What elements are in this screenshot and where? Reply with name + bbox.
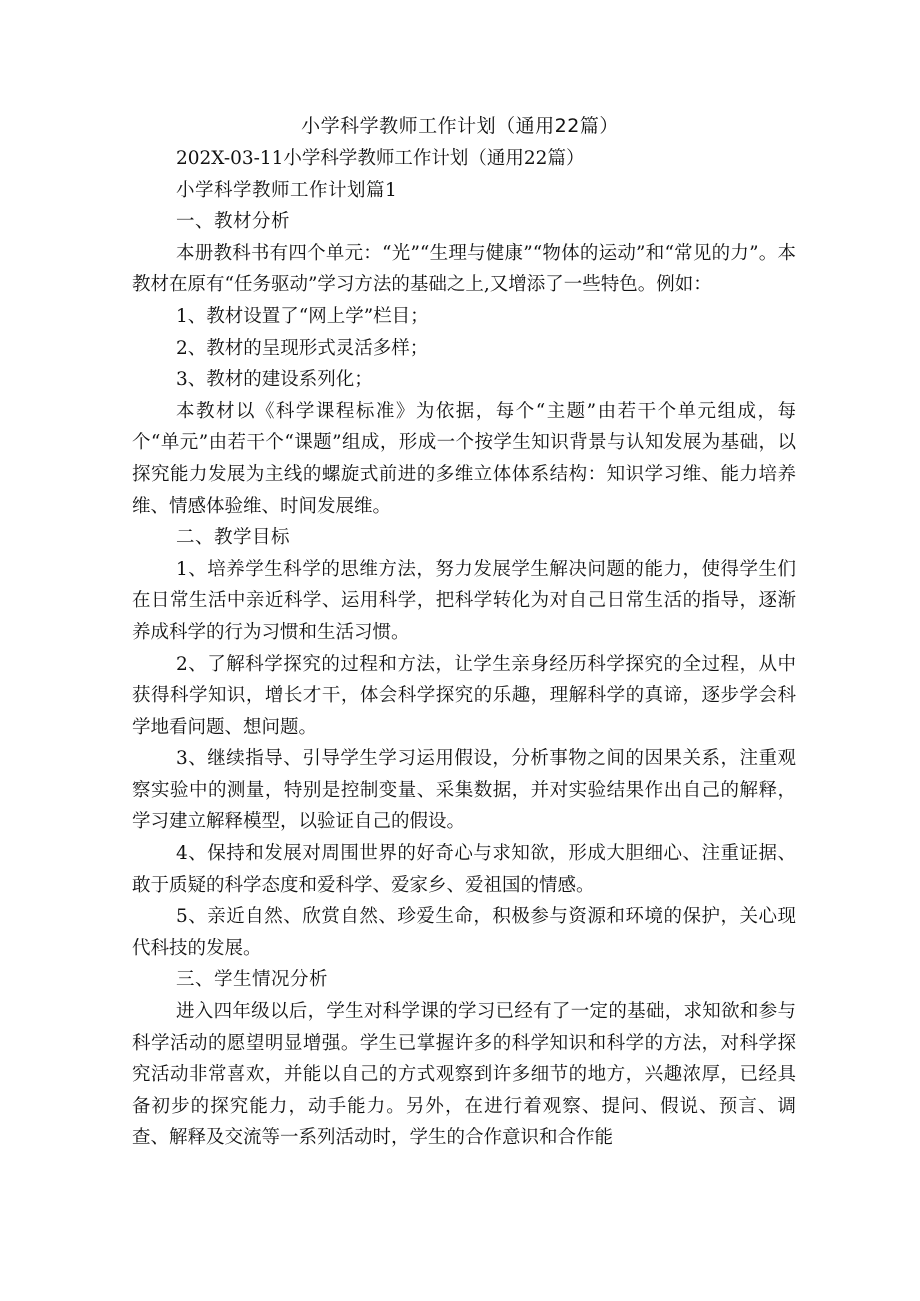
list-item-goal-4: 4、保持和发展对周围世界的好奇心与求知欲，形成大胆细心、注重证据、敢于质疑的科学态度和爱科学、爱家乡、爱祖国的情感。 xyxy=(132,843,796,896)
section-heading-textbook-analysis: 一、教材分析 xyxy=(176,211,291,233)
document-title: 小学科学教师工作计划（通用22篇） xyxy=(301,115,619,137)
list-item-textbook-1: 1、教材设置了“网上学”栏目； xyxy=(176,305,429,327)
document-body xyxy=(132,143,796,1154)
list-item-goal-2: 2、了解科学探究的过程和方法，让学生亲身经历科学探究的全过程，从中获得科学知识，增长才干，体会科学探究的乐趣，理解科学的真谛，逐步学会科学地看问题、想问题。 xyxy=(132,653,796,738)
publish-date-line: 202X-03-11小学科学教师工作计划（通用22篇） xyxy=(176,148,585,169)
section-heading-plan-1: 小学科学教师工作计划篇1 xyxy=(176,179,398,201)
section-heading-student-analysis: 三、学生情况分析 xyxy=(176,969,329,991)
list-item-goal-3: 3、继续指导、引导学生学习运用假设，分析事物之间的因果关系，注重观察实验中的测量，特别是控制变量、采集数据，并对实验结果作出自己的解释，学习建立解释模型，以验证自己的假设。 xyxy=(132,748,796,833)
list-item-textbook-3: 3、教材的建设系列化； xyxy=(176,369,373,391)
list-item-goal-1: 1、培养学生科学的思维方法，努力发展学生解决问题的能力，使得学生们在日常生活中亲近科学、运用科学，把科学转化为对自己日常生活的指导，逐渐养成科学的行为习惯和生活习惯。 xyxy=(132,558,796,643)
paragraph-textbook-structure: 本教材以《科学课程标准》为依据，每个“主题”由若干个单元组成，每个“单元”由若干个“课题”组成，形成一个按学生知识背景与认知发展为基础，以探究能力发展为主线的螺旋式前进的多维立体体系结构：知识学习维、能力培养维、情感体验维、时间发展维。 xyxy=(132,400,796,517)
paragraph-student-analysis: 进入四年级以后，学生对科学课的学习已经有了一定的基础，求知欲和参与科学活动的愿望明显增强。学生已掌握许多的科学知识和科学的方法，对科学探究活动非常喜欢，并能以自己的方式观察到许多细节的地方，兴趣浓厚，已经具备初步的探究能力，动手能力。另外，在进行着观察、提问、假说、预言、调查、解释及交流等一系列活动时，学生的合作意识和合作能 xyxy=(132,1001,796,1149)
list-item-goal-5: 5、亲近自然、欣赏自然、珍爱生命，积极参与资源和环境的保护，关心现代科技的发展。 xyxy=(132,906,796,959)
section-heading-teaching-goals: 二、教学目标 xyxy=(176,527,291,549)
list-item-textbook-2: 2、教材的呈现形式灵活多样； xyxy=(176,337,429,359)
paragraph-textbook-intro: 本册教科书有四个单元：“光”“生理与健康”“物体的运动”和“常见的力”。本教材在原有“任务驱动”学习方法的基础之上,又增添了一些特色。例如： xyxy=(132,242,796,296)
